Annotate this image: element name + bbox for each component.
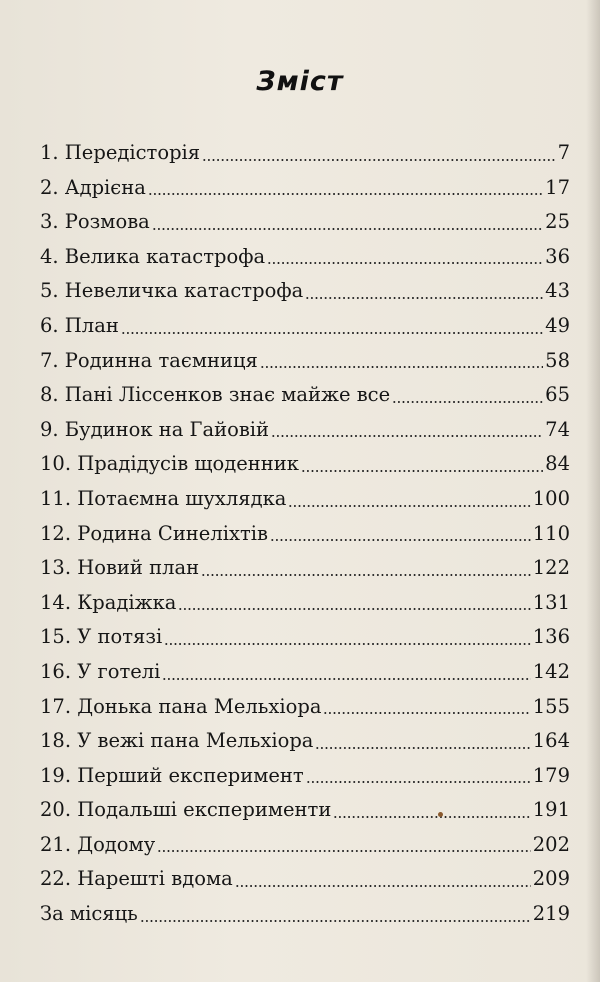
toc-entry-page-number: 74 (545, 417, 570, 441)
toc-entry (40, 759, 570, 794)
toc-entry-page-number: 191 (532, 798, 570, 822)
dot-leader (148, 192, 543, 196)
page-title: Зміст (256, 66, 344, 97)
toc-entry-title: 17. Донька пана Мельхіора (40, 694, 322, 718)
toc-entry (40, 620, 570, 655)
toc-entry (40, 344, 570, 379)
toc-entry-title: 21. Додому (40, 832, 156, 856)
toc-entry-page-number: 43 (545, 279, 570, 303)
dot-leader (392, 400, 543, 404)
toc-entry-page-number: 100 (532, 486, 570, 510)
toc-entry (40, 897, 570, 932)
toc-entry-page-number: 179 (532, 763, 570, 787)
toc-entry-title: 8. Пані Ліссенков знає майже все (40, 383, 391, 407)
dot-leader (152, 227, 543, 231)
toc-entry-title: За місяць (40, 902, 138, 926)
toc-entry-page-number: 219 (532, 902, 570, 926)
page-edge-shadow (586, 0, 600, 982)
toc-entry-page-number: 131 (532, 590, 570, 614)
toc-entry-title: 14. Крадіжка (40, 590, 177, 614)
dot-leader (140, 919, 531, 923)
toc-entry-page-number: 155 (532, 694, 570, 718)
dot-leader (267, 261, 543, 265)
toc-entry-page-number: 122 (532, 556, 570, 580)
toc-entry (40, 482, 570, 517)
toc-entry (40, 205, 570, 240)
toc-entry-title: 18. У вежі пана Мельхіора (40, 729, 314, 753)
toc-entry-title: 11. Потаємна шухлядка (40, 486, 287, 510)
toc-entry (40, 690, 570, 725)
toc-entry-title: 20. Подальші експерименти (40, 798, 332, 822)
dot-leader (301, 469, 543, 473)
toc-entry-page-number: 202 (532, 832, 570, 856)
dot-leader (162, 677, 530, 681)
toc-entry-page-number: 65 (545, 383, 570, 407)
toc-entry (40, 793, 570, 828)
toc-entry-page-number: 110 (532, 521, 570, 545)
toc-entry-page-number: 17 (545, 175, 570, 199)
dot-leader (164, 642, 531, 646)
toc-entry-title: 7. Родинна таємниця (40, 348, 258, 372)
toc-entry (40, 447, 570, 482)
dot-leader (260, 365, 543, 369)
toc-entry-title: 16. У готелі (40, 659, 161, 683)
toc-entry-title: 13. Новий план (40, 556, 200, 580)
toc-entry-title: 5. Невеличка катастрофа (40, 279, 304, 303)
toc-entry (40, 828, 570, 863)
dot-leader (178, 607, 530, 611)
dot-leader (288, 504, 530, 508)
dot-leader (323, 711, 530, 715)
toc-entry-page-number: 142 (532, 659, 570, 683)
toc-entry-page-number: 84 (545, 452, 570, 476)
toc-entry (40, 586, 570, 621)
toc-entry-page-number: 36 (545, 244, 570, 268)
dot-leader (315, 746, 530, 750)
toc-entry-page-number: 136 (532, 625, 570, 649)
toc-entry (40, 655, 570, 690)
toc-entry (40, 517, 570, 552)
toc-entry-page-number: 209 (532, 867, 570, 891)
toc-entry-title: 12. Родина Синеліхтів (40, 521, 268, 545)
dot-leader (271, 434, 543, 438)
dot-leader (121, 331, 543, 335)
table-of-contents (40, 136, 570, 932)
dot-leader (306, 780, 531, 784)
toc-entry-title: 9. Будинок на Гайовій (40, 417, 270, 441)
toc-entry-page-number: 49 (545, 313, 570, 337)
toc-entry (40, 171, 570, 206)
toc-entry-title: 15. У потязі (40, 625, 163, 649)
toc-entry-title: 22. Нарешті вдома (40, 867, 233, 891)
dot-leader (305, 296, 543, 300)
ink-speck (438, 812, 443, 817)
toc-entry (40, 551, 570, 586)
dot-leader (201, 573, 531, 577)
toc-entry-page-number: 25 (545, 210, 570, 234)
toc-entry (40, 378, 570, 413)
toc-entry-title: 4. Велика катастрофа (40, 244, 266, 268)
toc-entry-title: 6. План (40, 313, 119, 337)
toc-entry-title: 19. Перший експеримент (40, 763, 304, 787)
dot-leader (235, 884, 531, 888)
dot-leader (270, 538, 531, 542)
toc-entry (40, 274, 570, 309)
toc-entry-title: 2. Адрієна (40, 175, 146, 199)
toc-entry (40, 724, 570, 759)
dot-leader (333, 815, 530, 819)
toc-entry (40, 240, 570, 275)
toc-entry (40, 309, 570, 344)
dot-leader (202, 158, 555, 162)
toc-entry-page-number: 7 (557, 141, 570, 164)
dot-leader (157, 849, 531, 853)
toc-entry-page-number: 58 (545, 348, 570, 372)
toc-entry (40, 136, 570, 171)
toc-entry-title: 10. Прадідусів щоденник (40, 452, 299, 476)
toc-entry (40, 413, 570, 448)
toc-entry-title: 3. Розмова (40, 210, 150, 234)
toc-entry-title: 1. Передісторія (40, 141, 201, 164)
toc-entry (40, 862, 570, 897)
toc-entry-page-number: 164 (532, 729, 570, 753)
